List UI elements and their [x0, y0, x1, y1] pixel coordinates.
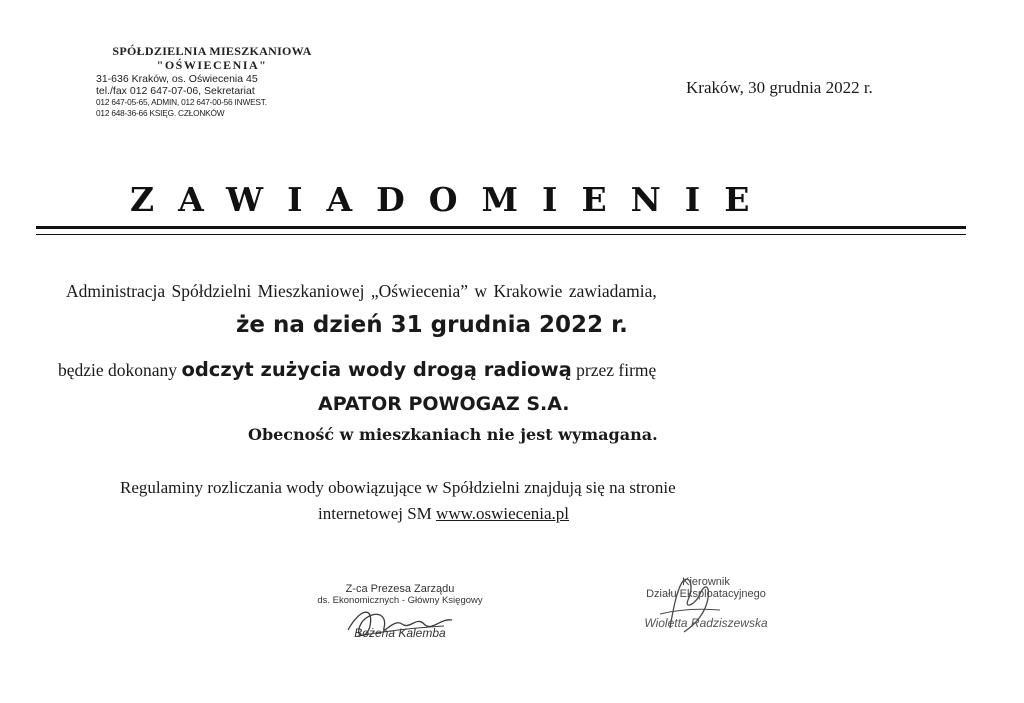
signature-left-role: Z-ca Prezesa Zarządu: [345, 583, 455, 595]
signature-right-role: Kierownik: [682, 576, 730, 588]
signature-right-name: Wioletta Radziszewska: [644, 616, 768, 630]
company-name: APATOR POWOGAZ S.A.: [318, 393, 570, 415]
signature-left-name: Bożena Kalemba: [354, 626, 446, 640]
cooperative-quoted-name: "OŚWIECENIA": [156, 58, 268, 72]
cooperative-name: SPÓŁDZIELNIA MIESZKANIOWA: [112, 44, 312, 58]
intro-paragraph: Administracja Spółdzielni Mieszkaniowej „Oświecenia” w Krakowie zawiadamia,: [66, 281, 657, 301]
cooperative-phone: tel./fax 012 647-07-06, Sekretariat: [96, 85, 255, 97]
website-link[interactable]: www.oswiecenia.pl: [436, 504, 570, 523]
reading-date: że na dzień 31 grudnia 2022 r.: [236, 312, 628, 338]
presence-notice: Obecność w mieszkaniach nie jest wymagana.: [248, 425, 658, 444]
regulations-line-1: Regulaminy rozliczania wody obowiązujące w Spółdzielni znajdują się na stronie: [120, 478, 676, 497]
cooperative-phone-3: 012 648-36-66 KSIĘG. CZŁONKÓW: [96, 108, 225, 118]
reading-emphasis: odczyt zużycia wody drogą radiową: [181, 358, 572, 381]
regulations-line-2: [318, 504, 569, 524]
handwritten-signature-right: [640, 574, 730, 638]
reading-line: [58, 358, 656, 381]
letterhead-stamp: [96, 44, 336, 119]
reading-post-text: przez firmę: [571, 360, 657, 380]
cooperative-phone-2: 012 647-05-65, ADMIN, 012 647-00-56 INWEST.: [96, 97, 267, 107]
signature-right-role-2: Działu Eksploatacyjnego: [646, 588, 766, 600]
regulations-pre-text: internetowej SM: [318, 504, 437, 523]
reading-pre-text: będzie dokonany: [58, 360, 182, 380]
signature-left-role-2: ds. Ekonomicznych - Główny Księgowy: [317, 595, 483, 606]
title-rule-thin: [36, 234, 966, 235]
title-rule-thick: [36, 226, 966, 229]
document-date: Kraków, 30 grudnia 2022 r.: [686, 78, 873, 97]
cooperative-address: 31-636 Kraków, os. Oświecenia 45: [96, 73, 258, 85]
handwritten-signature-left: [340, 598, 470, 648]
document-title: ZAWIADOMIENIE: [130, 180, 774, 219]
